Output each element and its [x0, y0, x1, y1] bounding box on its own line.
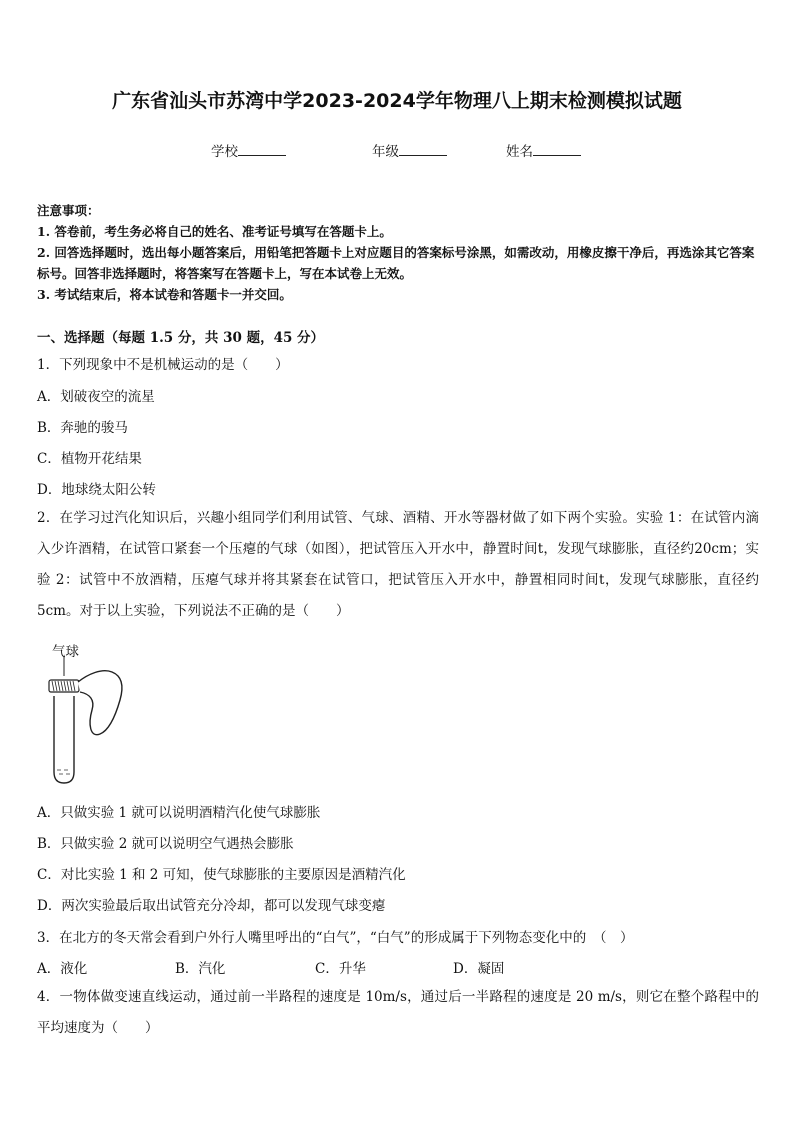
q2-stem: 2．在学习过汽化知识后，兴趣小组同学们利用试管、气球、酒精、开水等器材做了如下两个实验。实验 1：在试管内滴入少许酒精，在试管口紧套一个压瘪的气球（如图），把试管压入开水中，静置时间t，发现气球膨胀，直径约20cm；实验 2：试管中不放酒精，压瘪气球并将其紧套在试管口，把试管压入开水中，静置相同时间t，发现气球膨胀，直径约 5cm。对于以上实验，下列说法不正确的是（ ） — [37, 510, 759, 619]
q2-option-d: D．两次实验最后取出试管充分冷却，都可以发现气球变瘪 — [37, 898, 386, 914]
balloon-test-tube-figure — [40, 652, 140, 787]
q2-option-b: B．只做实验 2 就可以说明空气遇热会膨胀 — [37, 836, 294, 852]
q3-option-a: A．液化 — [37, 961, 88, 977]
q3-option-d: D．凝固 — [453, 961, 505, 977]
note-item: 1. 答卷前，考生务必将自己的姓名、准考证号填写在答题卡上。 — [37, 224, 392, 239]
q1-option-d: D．地球绕太阳公转 — [37, 482, 156, 498]
figure-label-balloon: 气球 — [52, 644, 79, 660]
q1-option-b: B．奔驰的骏马 — [37, 420, 128, 436]
notes-heading: 注意事项： — [37, 203, 100, 218]
q3-option-b: B．汽化 — [175, 961, 226, 977]
q3-option-c: C．升华 — [315, 961, 366, 977]
school-blank — [238, 143, 286, 156]
q3-options — [37, 957, 504, 977]
name-field — [506, 140, 581, 160]
q2-option-a: A．只做实验 1 就可以说明酒精汽化使气球膨胀 — [37, 805, 321, 821]
school-label: 学校 — [211, 144, 238, 160]
name-label: 姓名 — [506, 144, 533, 160]
section-heading: 一、选择题（每题 1.5 分，共 30 题，45 分） — [37, 330, 325, 346]
q1-option-c: C．植物开花结果 — [37, 451, 142, 467]
notes-block — [37, 200, 759, 305]
q1-option-a: A．划破夜空的流星 — [37, 389, 155, 405]
grade-label: 年级 — [372, 144, 399, 160]
school-field — [211, 140, 286, 160]
q1-stem: 1．下列现象中不是机械运动的是（ ） — [37, 357, 289, 373]
q3-stem: 3．在北方的冬天常会看到户外行人嘴里呼出的“白气”，“白气”的形成属于下列物态变化中的 （ ） — [37, 930, 634, 946]
note-item: 2. 回答选择题时，选出每小题答案后，用铅笔把答题卡上对应题目的答案标号涂黑，如需改动，用橡皮擦干净后，再选涂其它答案标号。回答非选择题时，将答案写在答题卡上，写在本试卷上无效。 — [37, 245, 755, 281]
page-title: 广东省汕头市苏湾中学2023-2024学年物理八上期末检测模拟试题 — [112, 90, 682, 112]
name-blank — [533, 143, 581, 156]
q4-stem: 4．一物体做变速直线运动，通过前一半路程的速度是 10m/s，通过后一半路程的速度是 20 m/s，则它在整个路程中的平均速度为（ ） — [37, 989, 759, 1036]
grade-blank — [399, 143, 447, 156]
note-item: 3. 考试结束后，将本试卷和答题卡一并交回。 — [37, 287, 292, 302]
q2-option-c: C．对比实验 1 和 2 可知，使气球膨胀的主要原因是酒精汽化 — [37, 867, 406, 883]
grade-field — [372, 140, 447, 160]
